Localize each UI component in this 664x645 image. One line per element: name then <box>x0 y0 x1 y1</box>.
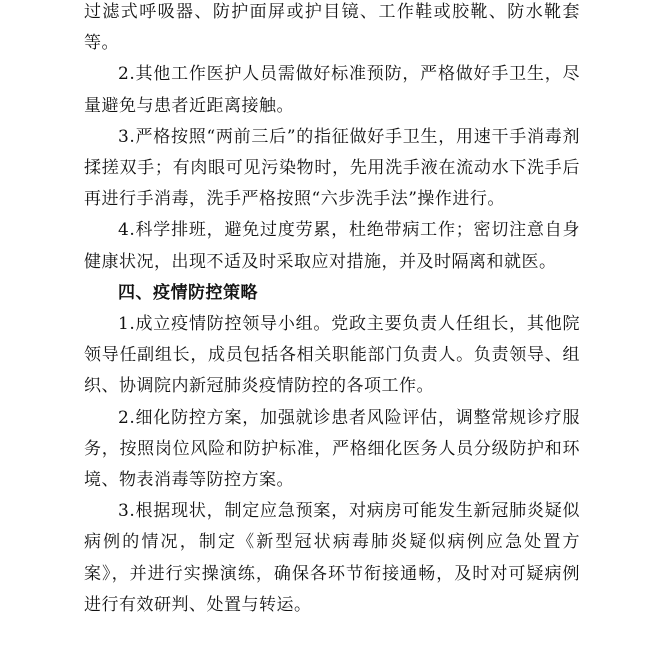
paragraph-emergency-plan: 3.根据现状，制定应急预案，对病房可能发生新冠肺炎疑似病例的情况，制定《新型冠状病毒肺炎疑似病例应急处置方案》，并进行实操演练，确保各环节衔接通畅，及时对可疑病例进行有效研判、处置与转运。 <box>84 501 580 615</box>
document-body <box>84 0 580 621</box>
paragraph-leadership-group: 1.成立疫情防控领导小组。党政主要负责人任组长，其他院领导任副组长，成员包括各相关职能部门负责人。负责领导、组织、协调院内新冠肺炎疫情防控的各项工作。 <box>84 314 580 397</box>
paragraph-scheduling-health: 4.科学排班，避免过度劳累，杜绝带病工作；密切注意自身健康状况，出现不适及时采取应对措施，并及时隔离和就医。 <box>84 220 580 272</box>
paragraph-hand-hygiene: 3.严格按照“两前三后”的指征做好手卫生，用速干手消毒剂揉搓双手；有肉眼可见污染物时，先用洗手液在流动水下洗手后再进行手消毒，洗手严格按照“六步洗手法”操作进行。 <box>84 126 580 210</box>
section-heading-prevention-strategy: 四、疫情防控策略 <box>118 282 258 303</box>
paragraph-refine-plan: 2.细化防控方案，加强就诊患者风险评估，调整常规诊疗服务，按照岗位风险和防护标准，严格细化医务人员分级防护和环境、物表消毒等防控方案。 <box>84 407 580 491</box>
paragraph-continuation: 过滤式呼吸器、防护面屏或护目镜、工作鞋或胶靴、防水靴套等。 <box>84 2 580 54</box>
paragraph-staff-standard-precautions: 2.其他工作医护人员需做好标准预防，严格做好手卫生，尽量避免与患者近距离接触。 <box>84 64 580 116</box>
